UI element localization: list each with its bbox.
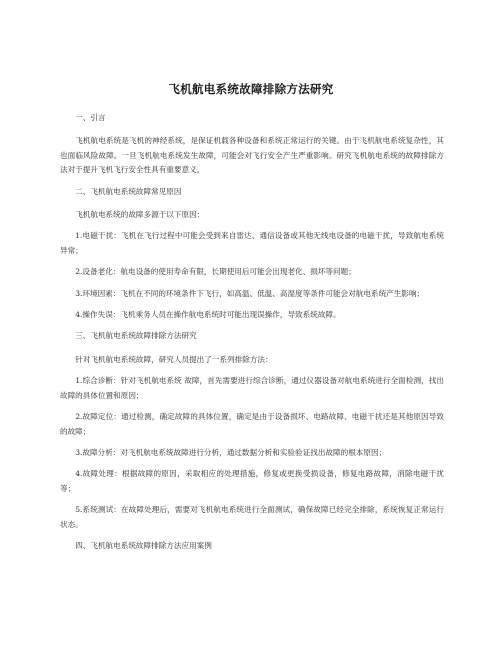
- list-item-method-4: 4.故障处理：根据故障的原因，采取相应的处理措施，修复或更换受损设备，修复电路故障，消除电磁干扰等；: [60, 469, 444, 493]
- list-item-cause-2: 2.设备老化：航电设备的使用寿命有限，长期使用后可能会出现老化、损坏等问题；: [75, 267, 356, 277]
- list-item-cause-4: 4.操作失误：飞机乘务人员在操作航电系统时可能出现误操作，导致系统故障。: [75, 310, 341, 320]
- paragraph-intro: 飞机航电系统是飞机的神经系统，是保证机载各种设备和系统正常运行的关键。由于飞机航电系统复杂性，其也面临风险故障。一旦飞机航电系统发生故障，可能会对飞行安全产生严重影响。研究飞机航电系统的故障排除方法对于提升飞机飞行安全性具有重要意义。: [60, 136, 444, 175]
- section-heading-cases: 四、飞机航电系统故障排除方法应用案例: [75, 540, 212, 550]
- paragraph-methods-lead: 针对飞机航电系统故障，研究人员提出了一系列排除方法：: [75, 354, 273, 364]
- list-item-method-5: 5.系统测试：在故障处理后，需要对飞机航电系统进行全面测试，确保故障已经完全排除，系统恢复正常运行状态。: [60, 505, 444, 529]
- document-title: 飞机航电系统故障排除方法研究: [168, 82, 334, 96]
- document-body: [60, 111, 444, 562]
- list-item-cause-3: 3.环境因素：飞机在不同的环境条件下飞行，如高温、低温、高湿度等条件可能会对航电系统产生影响；: [75, 288, 425, 298]
- list-item-cause-1: 1.电磁干扰：飞机在飞行过程中可能会受到来自雷达、通信设备或其他无线电设备的电磁干扰，导致航电系统异常；: [60, 231, 444, 255]
- section-heading-intro: 一、引言: [75, 113, 106, 122]
- list-item-method-3: 3.故障分析：对飞机航电系统故障进行分析，通过数据分析和实验验证找出故障的根本原因；: [75, 447, 387, 457]
- list-item-method-2: 2.故障定位：通过检测，确定故障的具体位置，确定是由于设备损坏、电路故障、电磁干扰还是其他原因导致的故障；: [60, 412, 444, 436]
- list-item-method-1: 1.综合诊断：针对飞机航电系统 故障，首先需要进行综合诊断，通过仪器设备对航电系统进行全面检测，找出故障的具体位置和原因；: [60, 376, 444, 400]
- section-heading-causes: 二、飞机航电系统故障常见原因: [75, 186, 182, 196]
- section-heading-methods: 三、飞机航电系统故障排除方法研究: [75, 331, 197, 341]
- paragraph-causes-lead: 飞机航电系统的故障多源于以下原因：: [75, 210, 205, 220]
